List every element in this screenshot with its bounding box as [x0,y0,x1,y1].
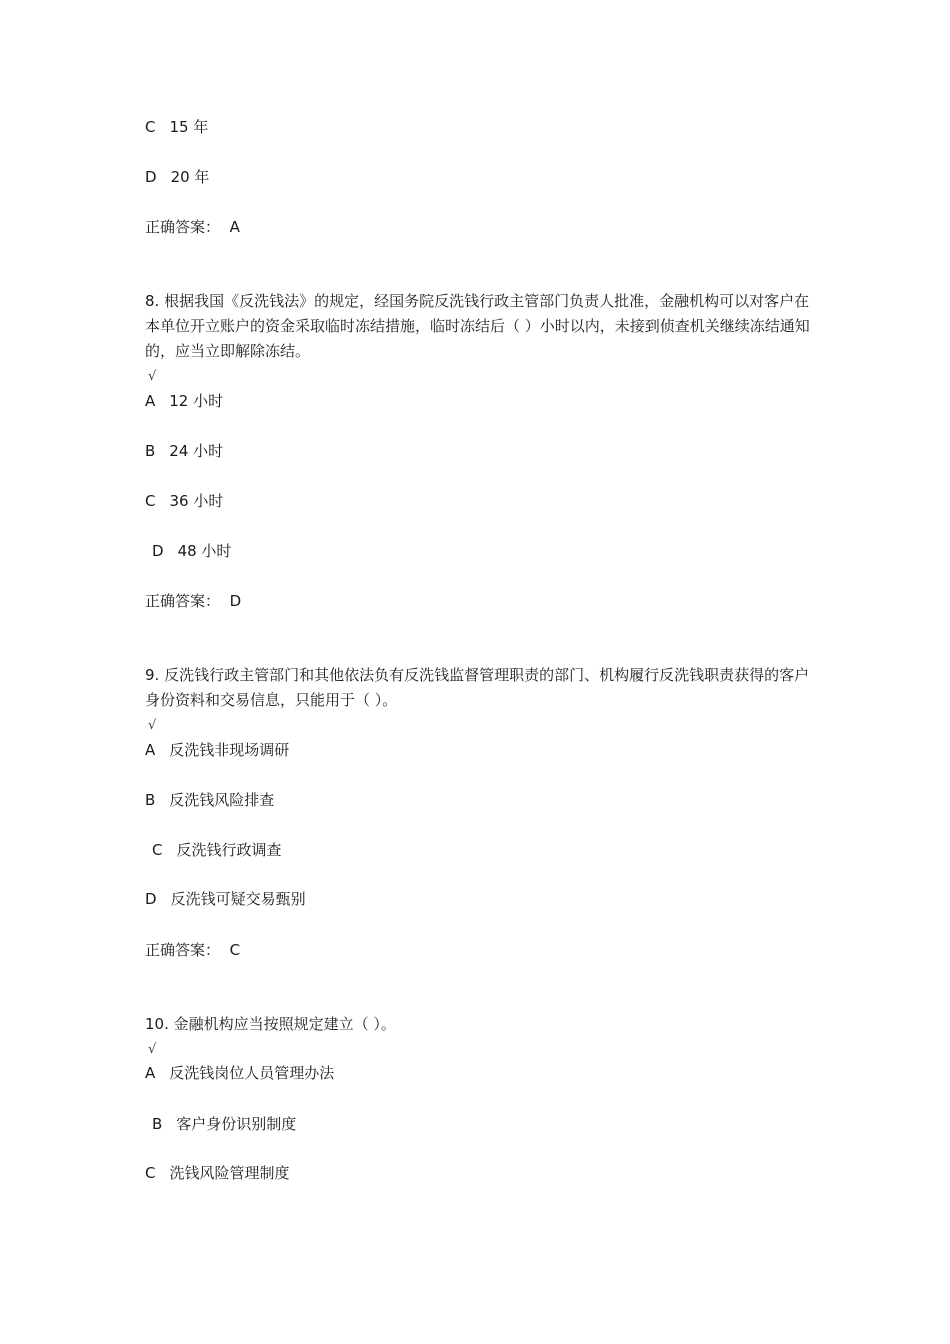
answer-value: C [229,941,241,959]
option-d [145,887,306,912]
option-d [152,539,231,564]
option-text: 洗钱风险管理制度 [169,1164,290,1182]
answer-value: D [229,592,242,610]
option-d [145,165,209,190]
correct-answer [145,938,240,963]
option-text: 反洗钱非现场调研 [169,741,290,759]
option-text: 24 小时 [169,442,224,460]
correct-answer [145,215,240,240]
option-letter: D [145,168,157,186]
option-b [145,439,223,464]
option-text: 反洗钱风险排查 [169,791,275,809]
option-text: 反洗钱行政调查 [176,841,282,859]
option-letter: D [145,890,157,908]
option-a [145,1061,334,1086]
option-letter: B [145,791,156,809]
question-9-text: 9. 反洗钱行政主管部门和其他依法负有反洗钱监督管理职责的部门、机构履行反洗钱职责获得的客户身份资料和交易信息，只能用于（ ）。 [145,666,810,709]
option-text: 客户身份识别制度 [176,1115,297,1133]
option-text: 15 年 [169,118,209,136]
correct-answer [145,589,241,614]
question-10-text: 10. 金融机构应当按照规定建立（ ）。 [145,1015,396,1033]
check-mark: √ [148,369,157,384]
option-text: 36 小时 [169,492,224,510]
option-c [145,1161,290,1186]
option-letter: B [152,1115,163,1133]
option-c [145,489,223,514]
answer-label: 正确答案： [145,941,221,959]
check-mark: √ [148,1042,157,1057]
option-text: 20 年 [170,168,210,186]
option-a [145,738,289,763]
option-letter: C [145,1164,156,1182]
option-a [145,389,223,414]
option-letter: B [145,442,156,460]
option-b [152,1112,296,1137]
option-text: 反洗钱可疑交易甄别 [170,890,306,908]
option-text: 12 小时 [169,392,224,410]
option-letter: C [145,118,156,136]
option-letter: C [145,492,156,510]
option-letter: D [152,542,164,560]
option-letter: A [145,392,156,410]
option-c [152,838,282,863]
question-8-text: 8. 根据我国《反洗钱法》的规定，经国务院反洗钱行政主管部门负责人批准，金融机构可以对客户在本单位开立账户的资金采取临时冻结措施，临时冻结后（ ）小时以内，未接到侦查机关继续冻结通知的，应当立即解除冻结。 [145,292,810,360]
answer-value: A [229,218,240,236]
option-text: 反洗钱岗位人员管理办法 [169,1064,335,1082]
answer-label: 正确答案： [145,218,221,236]
option-c [145,115,208,140]
option-b [145,788,274,813]
answer-label: 正确答案： [145,592,221,610]
option-text: 48 小时 [177,542,232,560]
option-letter: A [145,1064,156,1082]
option-letter: C [152,841,163,859]
option-letter: A [145,741,156,759]
check-mark: √ [148,718,157,733]
